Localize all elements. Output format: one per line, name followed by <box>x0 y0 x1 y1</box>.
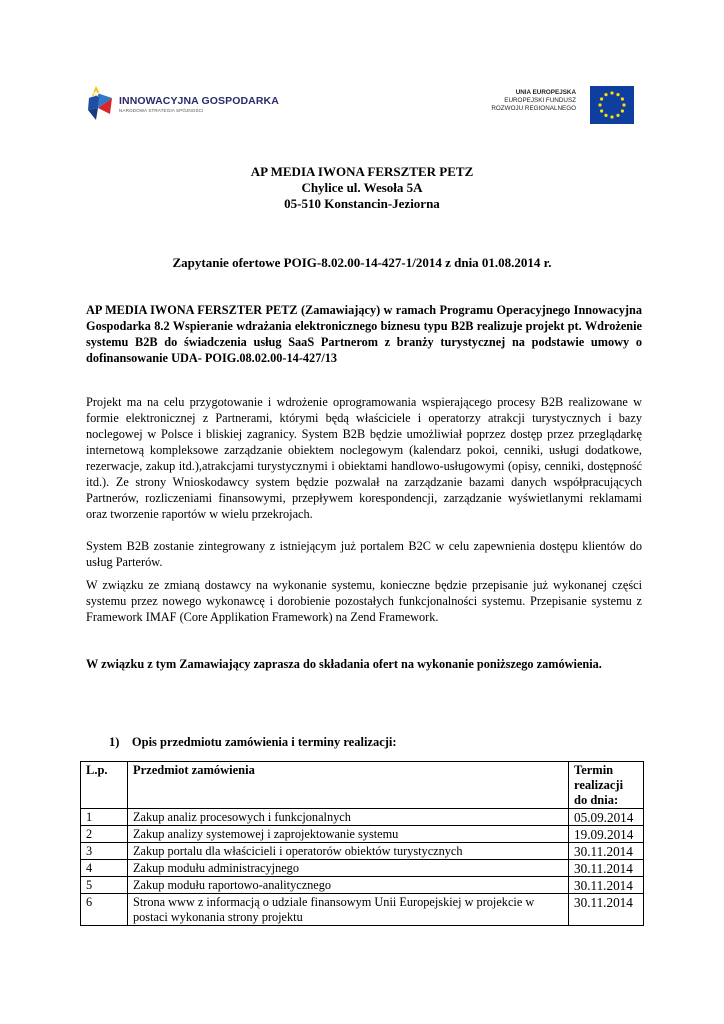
table-row <box>81 860 644 877</box>
invitation-paragraph: W związku z tym Zamawiający zaprasza do składania ofert na wykonanie poniższego zamówienia. <box>86 657 602 671</box>
company-name: AP MEDIA IWONA FERSZTER PETZ <box>250 164 474 179</box>
row-subject: Zakup modułu administracyjnego <box>128 860 569 877</box>
row-subject: Zakup modułu raportowo-analitycznego <box>128 877 569 894</box>
row-date: 30.11.2014 <box>569 894 644 926</box>
eu-flag-icon <box>590 86 634 124</box>
eu-fund-logo <box>491 86 634 126</box>
eu-logo-line1: UNIA EUROPEJSKA <box>515 89 576 96</box>
orders-table <box>80 761 644 926</box>
row-subject: Zakup analiz procesowych i funkcjonalnych <box>128 809 569 826</box>
table-header-row <box>81 762 644 809</box>
table-row <box>81 809 644 826</box>
row-subject: Zakup portalu dla właścicieli i operatorów obiektów turystycznych <box>128 843 569 860</box>
table-row <box>81 877 644 894</box>
row-date: 19.09.2014 <box>569 826 644 843</box>
row-lp: 5 <box>81 877 128 894</box>
header-term-line1: Termin <box>574 763 614 777</box>
innowacyjna-logo-mark-icon <box>86 84 116 122</box>
row-lp: 4 <box>81 860 128 877</box>
inquiry-title: Zapytanie ofertowe POIG-8.02.00-14-427-1/2014 z dnia 01.08.2014 r. <box>172 255 552 270</box>
logo-subtitle: NARODOWA STRATEGIA SPÓJNOŚCI <box>119 108 204 113</box>
section-heading: 1) Opis przedmiotu zamówienia i terminy realizacji: <box>109 735 397 749</box>
intro-paragraph: AP MEDIA IWONA FERSZTER PETZ (Zamawiający) w ramach Programu Operacyjnego Innowacyjna Gospodarka 8.2 Wspieranie wdrażania elektronicznego biznesu typu B2B realizuje projekt pt. Wdrożenie systemu B2B do świadczenia usług SaaS Partnerom z branży turystycznej na podstawie umowy o dofinansowanie UDA- POIG.08.02.00-14-427/13 <box>86 303 642 365</box>
row-date: 05.09.2014 <box>569 809 644 826</box>
supplier-change-paragraph: W związku ze zmianą dostawcy na wykonanie systemu, konieczne będzie przepisanie już wykonanej części systemu przez nowego wykonawcę i dorobienie pozostałych funkcjonalności systemu. Przepisanie systemu z Framework IMAF (Core Applikation Framework) na Zend Framework. <box>86 578 642 624</box>
row-lp: 2 <box>81 826 128 843</box>
header-term-line2: realizacji <box>574 778 624 792</box>
table-row <box>81 894 644 926</box>
row-subject: Zakup analizy systemowej i zaprojektowanie systemu <box>128 826 569 843</box>
row-date: 30.11.2014 <box>569 860 644 877</box>
company-address: Chylice ul. Wesoła 5A <box>301 180 423 195</box>
row-lp: 6 <box>81 894 128 926</box>
table-row <box>81 826 644 843</box>
table-row <box>81 843 644 860</box>
row-date: 30.11.2014 <box>569 877 644 894</box>
eu-logo-line3: ROZWOJU REGIONALNEGO <box>491 105 576 112</box>
row-subject: Strona www z informacją o udziale finansowym Unii Europejskiej w projekcie w postaci wykonania strony projektu <box>128 894 569 926</box>
integration-paragraph: System B2B zostanie zintegrowany z istniejącym już portalem B2C w celu zapewnienia dostępu klientów do usług Parterów. <box>86 539 642 569</box>
innowacyjna-gospodarka-logo <box>86 84 279 122</box>
header-lp: L.p. <box>81 762 128 809</box>
company-city: 05-510 Konstancin-Jeziorna <box>284 196 440 211</box>
header-term <box>569 762 644 809</box>
row-lp: 1 <box>81 809 128 826</box>
eu-logo-line2: EUROPEJSKI FUNDUSZ <box>504 97 576 104</box>
logo-title: INNOWACYJNA GOSPODARKA <box>119 95 279 107</box>
project-description: Projekt ma na celu przygotowanie i wdrożenie oprogramowania wspierającego procesy B2B realizowane w formie elektronicznej z Partnerami, którymi będą właściciele i operatorzy atrakcji turystycznych i bazy noclegowej w Polsce i bliskiej zagranicy. System B2B będzie umożliwiał poprzez dostęp przez przeglądarkę internetową kompleksowe zarządzanie obiektem noclegowym (kalendarz pokoi, cenniki, usługi dodatkowe, rezerwacje, zakup itd.),atrakcjami turystycznymi i obiektami handlowo-usługowymi (opisy, cenniki, dostępność itd.). Ze strony Wnioskodawcy system będzie pozwalał na zarządzanie bazami danych współpracujących Partnerów, rozliczeniami finansowymi, przepływem korespondencji, zarządzanie wyświetlanymi reklamami oraz tworzenie raportów w wielu przekrojach. <box>86 395 642 521</box>
header-term-line3: do dnia: <box>574 793 619 807</box>
row-date: 30.11.2014 <box>569 843 644 860</box>
header-subject: Przedmiot zamówienia <box>128 762 569 809</box>
row-lp: 3 <box>81 843 128 860</box>
eu-logo-text <box>491 89 576 113</box>
